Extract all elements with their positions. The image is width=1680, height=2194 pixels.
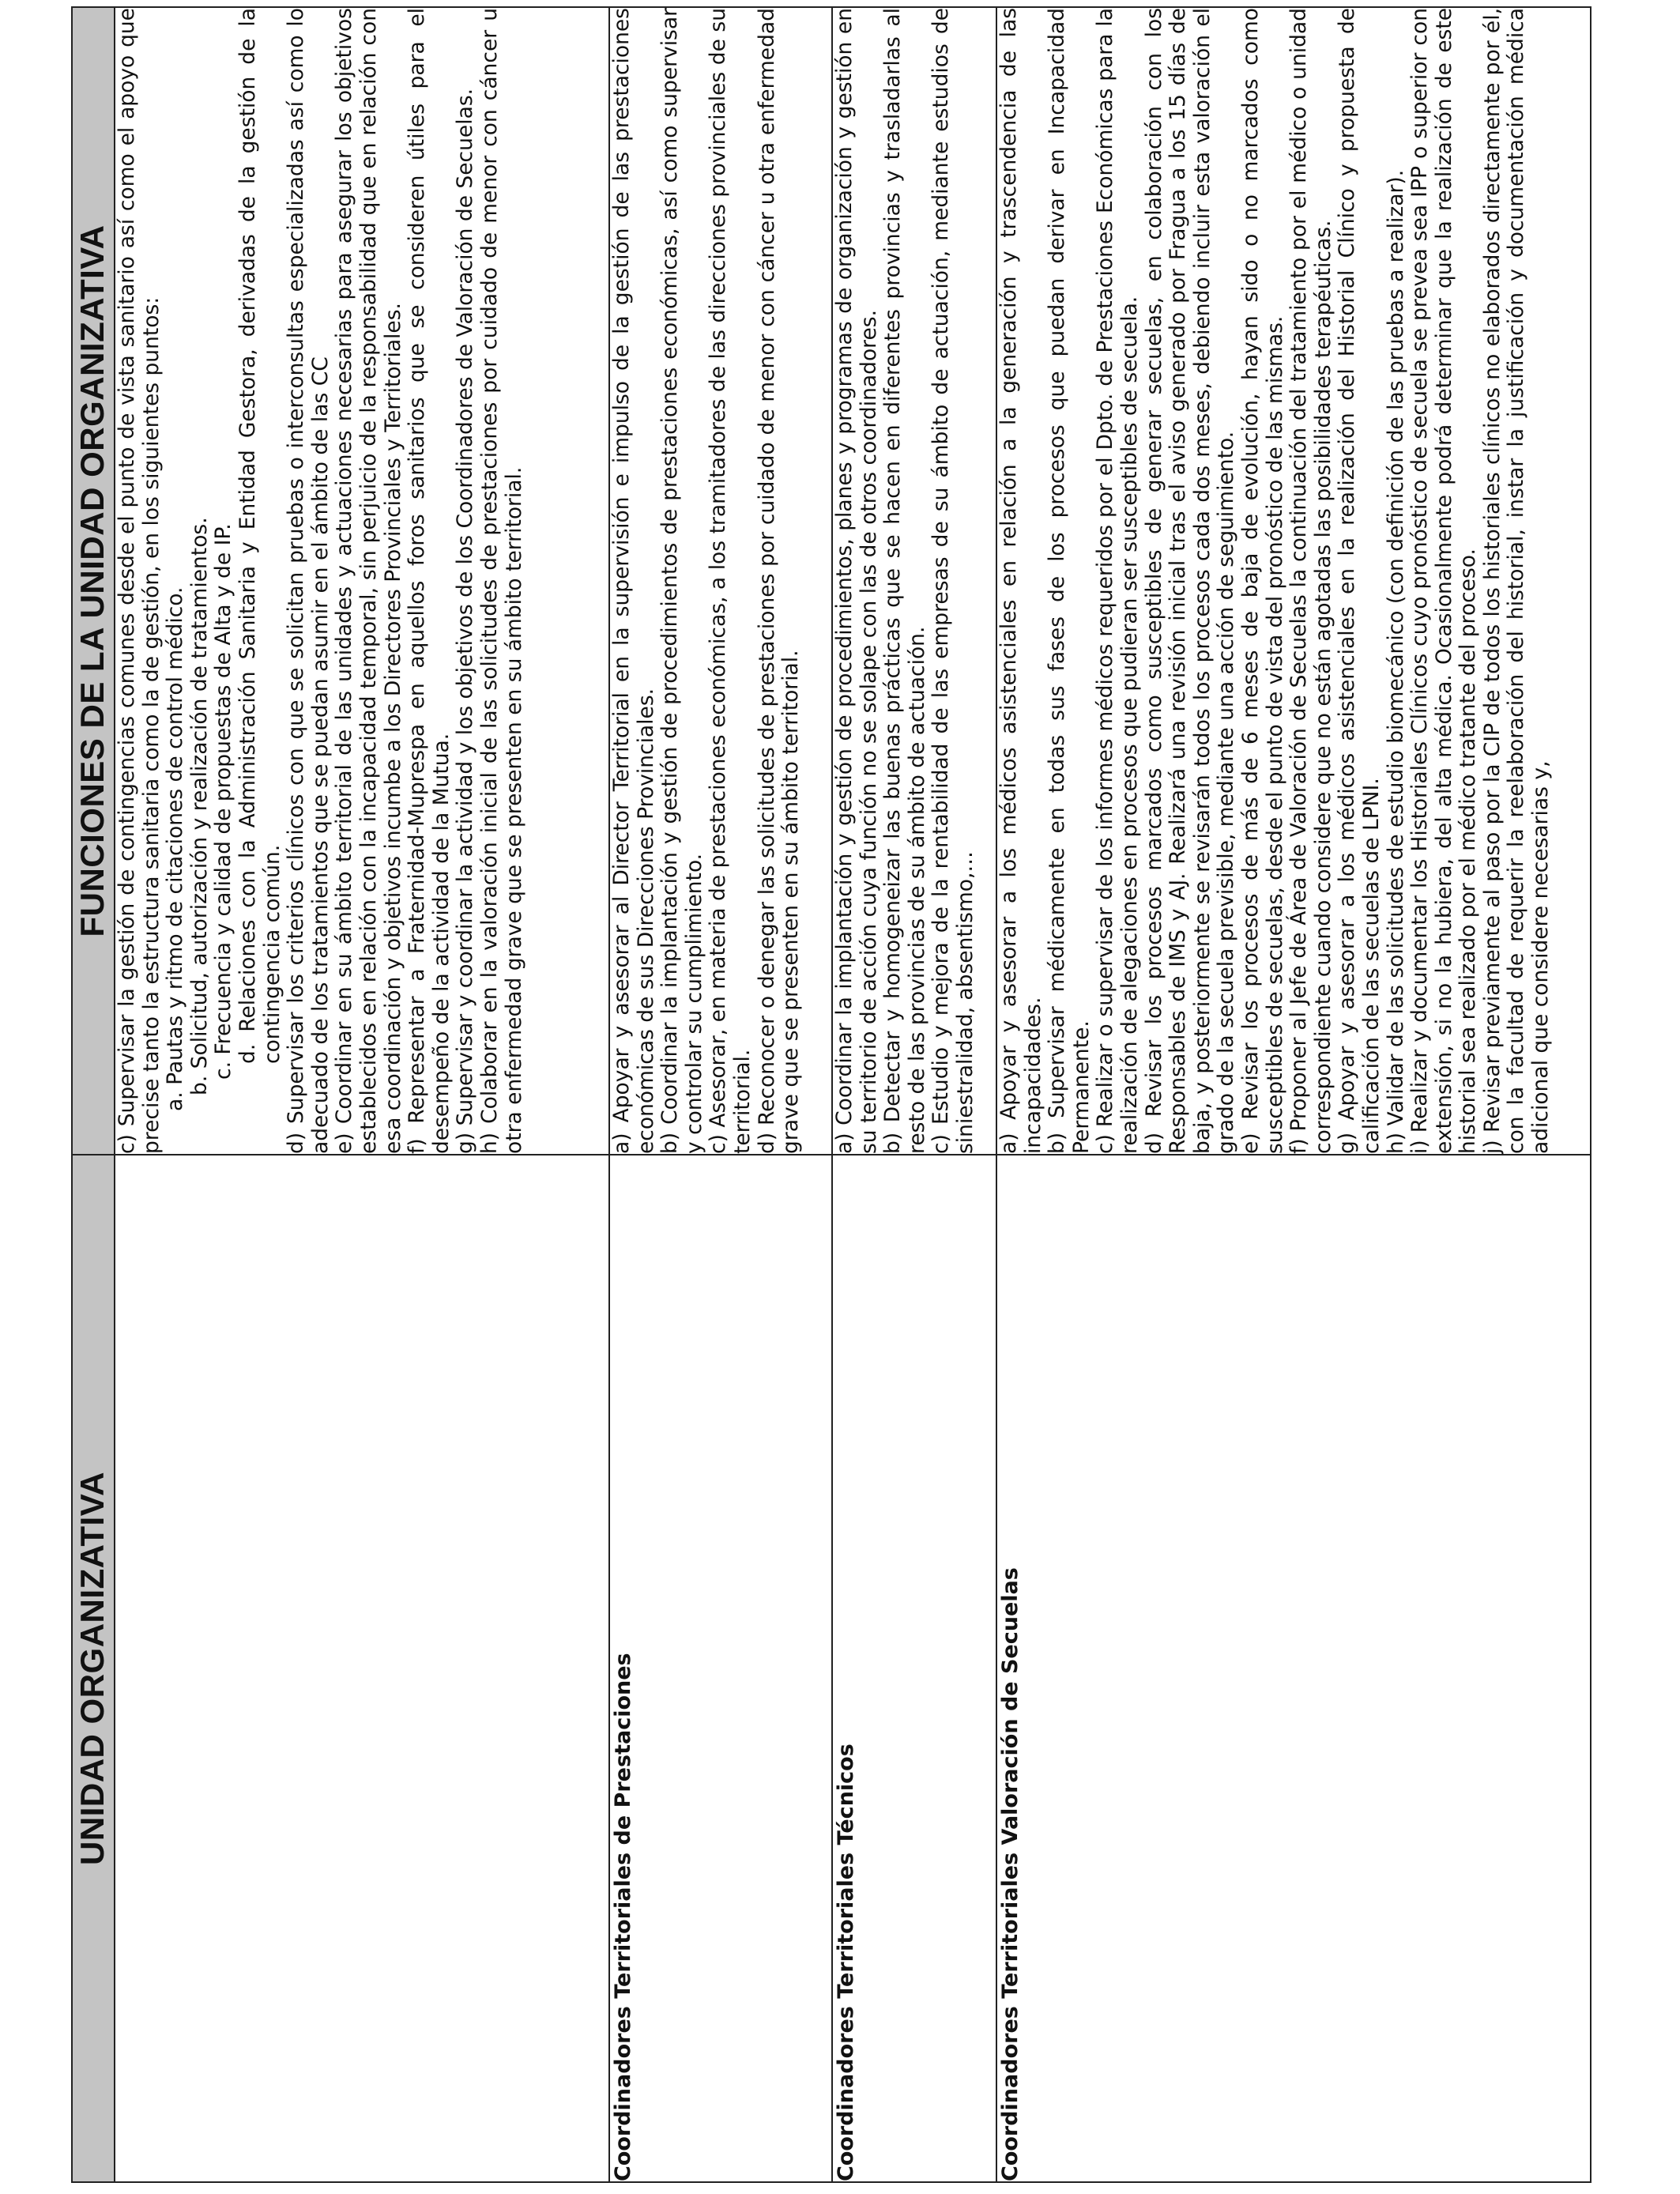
function-item: g) Supervisar y coordinar la actividad y los objetivos de los Coordinadores de Valoración de Secuelas. (453, 88, 478, 1154)
function-item: a) Apoyar y asesorar a los médicos asistenciales en relación a la generación y trascendencia de las incapacidades. (996, 8, 1045, 1154)
function-item: e) Coordinar en su ámbito territorial de las unidades y actuaciones necesarias para asegurar los objetivos establecidos en relación con la incapacidad temporal, sin perjuicio de la responsabilidad que en relación con esa coordinación y objetivos incumbe a los Directores Provinciales y Territoriales. (332, 8, 405, 1154)
unit-cell: Coordinadores Territoriales Técnicos (832, 1155, 996, 2182)
function-subitem: c. Frecuencia y calidad de propuestas de Alta y de IP. (211, 523, 236, 1080)
function-item: h) Validar de las solicitudes de estudio biomecánico (con definición de las pruebas a realizar). (1383, 169, 1408, 1154)
table-row (996, 7, 1591, 2182)
functions-cell (996, 7, 1591, 1155)
functions-cell (609, 7, 832, 1155)
function-item: d) Revisar los procesos marcados como susceptibles de generar secuelas, en colaboración con los Responsables de IMS y AJ. Realizará una revisión inicial tras el aviso generado por Fragua a los 15 días de baja, y posteriormente se revisarán todos los procesos cada dos meses, debiendo incluir esta valoración el grado de la secuela previsible, mediante una acción de seguimiento. (1141, 8, 1239, 1154)
function-item: c) Estudio y mejora de la rentabilidad de las empresas de su ámbito de actuación, mediante estudios de siniestralidad, absentismo,… (929, 8, 977, 1154)
rotated-page (71, 8, 1591, 2183)
function-item: c) Asesorar, en materia de prestaciones económicas, a los tramitadores de las direcciones provinciales de su territorial. (706, 8, 755, 1154)
header-functions: FUNCIONES DE LA UNIDAD ORGANIZATIVA (72, 7, 115, 1155)
function-item: g) Apoyar y asesorar a los médicos asistenciales en la realización del Historial Clínico y propuesta de calificación de las secuelas de LPNI. (1335, 8, 1384, 1154)
function-item: b) Supervisar médicamente en todas sus fases de los procesos que puedan derivar en Incapacidad Permanente. (1045, 8, 1094, 1154)
function-subitem: a. Pautas y ritmo de citaciones de control médico. (163, 586, 188, 1111)
table-row (609, 7, 832, 2182)
function-item: h) Colaborar en la valoración inicial de las solicitudes de prestaciones por cuidado de menor con cáncer u otra enfermedad grave que se presenten en su ámbito territorial. (477, 8, 526, 1154)
function-item: j) Revisar previamente al paso por la CIP de todos los historiales clínicos no elaborados directamente por él, con la facultad de requerir la reelaboración del historial, instar la justificación y documentación médica adicional que considere necesarias y, (1479, 8, 1554, 1154)
function-item: a) Apoyar y asesorar al Director Territorial en la supervisión e impulso de la gestión de las prestaciones económicas de sus Direcciones Provinciales. (609, 8, 658, 1154)
unit-cell: Coordinadores Territoriales Valoración de Secuelas (996, 1155, 1591, 2182)
header-unit: UNIDAD ORGANIZATIVA (72, 1155, 115, 2182)
table-header-row (72, 7, 115, 2182)
functions-cell (832, 7, 996, 1155)
function-item: b) Detectar y homogeneizar las buenas prácticas que se hacen en diferentes provincias y trasladarlas al resto de las provincias de su ámbito de actuación. (880, 8, 929, 1154)
function-item: a) Coordinar la implantación y gestión de procedimientos, planes y programas de organización y gestión en su territorio de acción cuya función no se solape con las de otros coordinadores. (832, 8, 881, 1154)
function-item: f) Representar a Fraternidad-Muprespa en aquellos foros sanitarios que se consideren útiles para el desempeño de la actividad de la Mutua. (405, 8, 454, 1154)
function-item: d) Supervisar los criterios clínicos con que se solicitan pruebas o interconsultas especializadas así como lo adecuado de los tratamientos que se puedan asumir en el ámbito de las CC (284, 8, 333, 1154)
function-item: i) Realizar y documentar los Historiales Clínicos cuyo pronóstico de secuela se prevea sea IPP o superior con extensión, si no la hubiera, del alta médica. Ocasionalmente podrá determinar que la realización de este historial sea realizado por el médico tratante del proceso. (1407, 8, 1481, 1154)
table-row (832, 7, 996, 2182)
function-item: f) Proponer al Jefe de Área de Valoración de Secuelas la continuación del tratamiento por el médico o unidad correspondiente cuando considere que no están agotadas las posibilidades terapéuticas. (1286, 8, 1335, 1154)
function-subitem: b. Solicitud, autorización y realización de tratamientos. (186, 517, 212, 1095)
function-subitem: d. Relaciones con la Administración Sanitaria y Entidad Gestora, derivadas de la gestión de la contingencia común. (235, 8, 284, 1064)
functions-cell (115, 7, 609, 1155)
unit-cell: Coordinadores Territoriales de Prestaciones (609, 1155, 832, 2182)
function-item: c) Supervisar la gestión de contingencias comunes desde el punto de vista sanitario así como el apoyo que precise tanto la estructura sanitaria como la de gestión, en los siguientes puntos: (115, 8, 164, 1154)
function-item: b) Coordinar la implantación y gestión de procedimientos de prestaciones económicas, así como supervisar y controlar su cumplimiento. (657, 8, 706, 1154)
function-item: e) Revisar los procesos de más de 6 meses de baja de evolución, hayan sido o no marcados como susceptibles de secuelas, desde el punto de vista del pronóstico de las mismas. (1237, 8, 1287, 1154)
function-item: c) Realizar o supervisar de los informes médicos requeridos por el Dpto. de Prestaciones Económicas para la realización de alegaciones en procesos que pudieran ser susceptibles de secuela. (1093, 8, 1142, 1154)
function-item: d) Reconocer o denegar las solicitudes de prestaciones por cuidado de menor con cáncer u otra enfermedad grave que se presenten en su ámbito territorial. (754, 8, 804, 1154)
table-row (115, 7, 609, 2182)
unit-cell (115, 1155, 609, 2182)
organizational-functions-table (71, 6, 1591, 2183)
